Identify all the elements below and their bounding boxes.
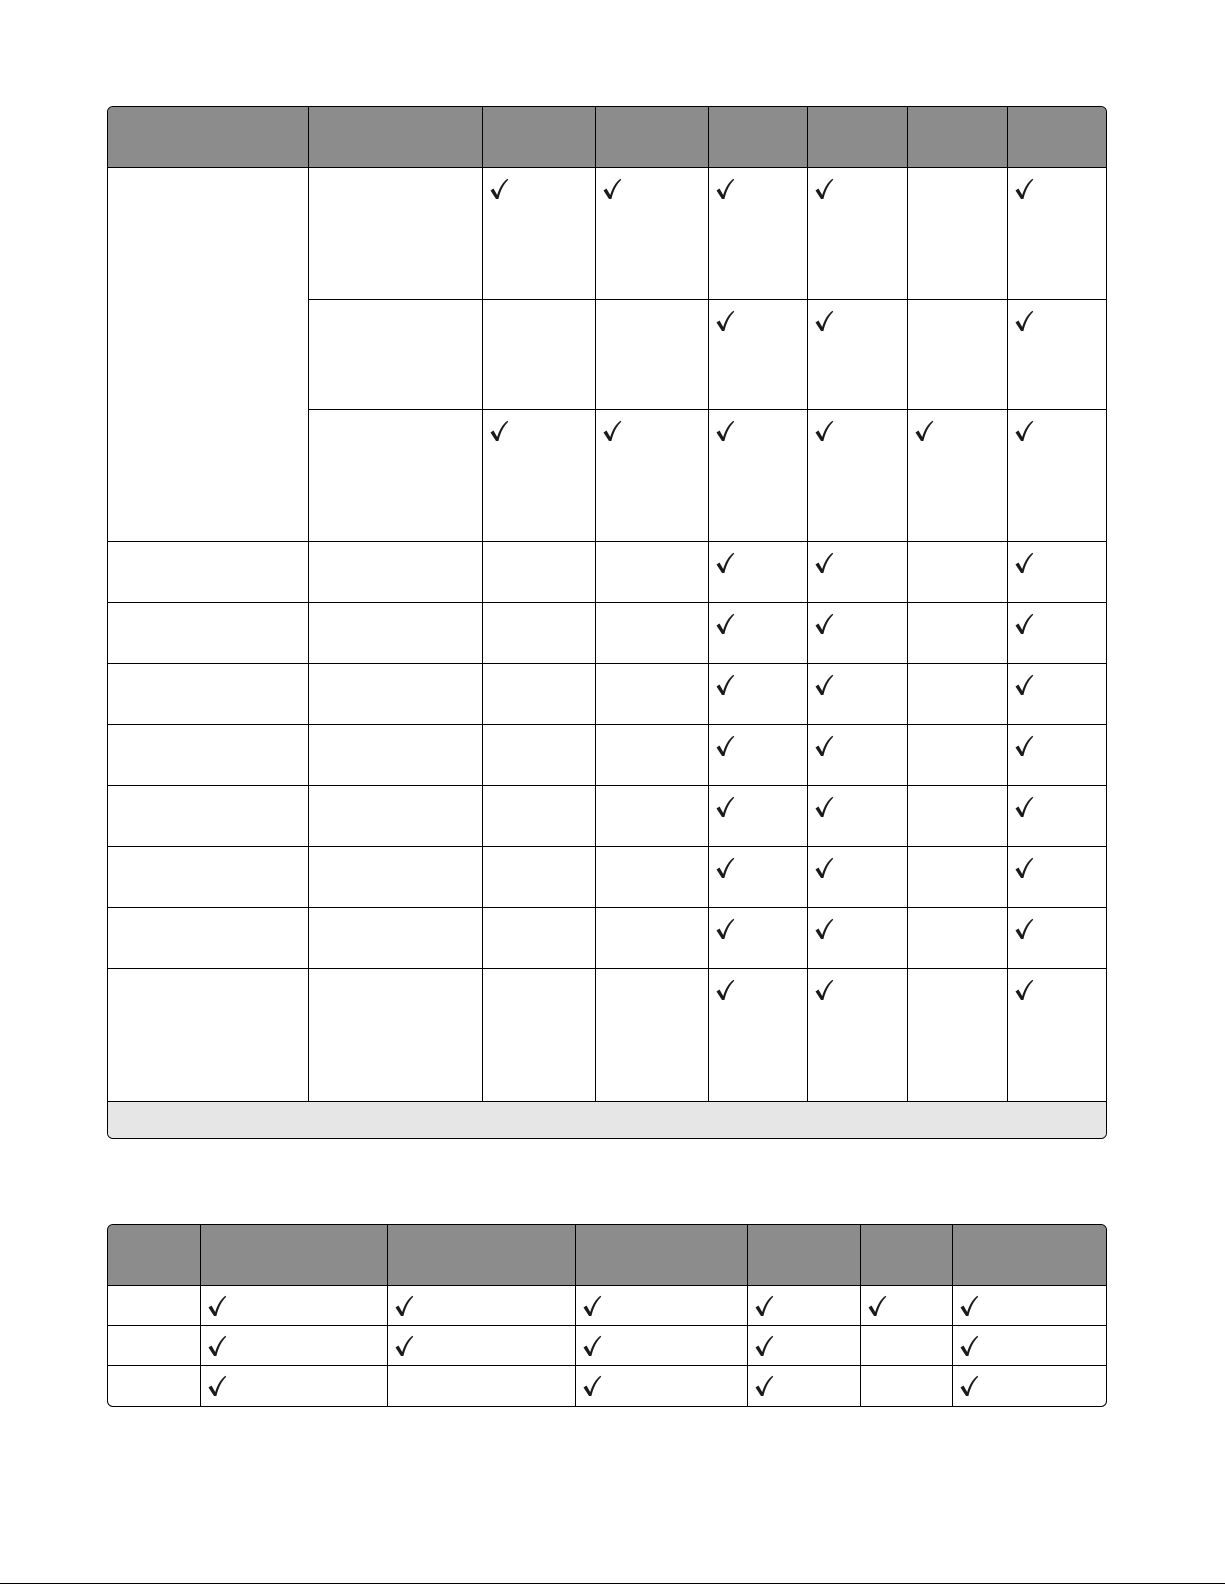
check-cell bbox=[482, 542, 595, 603]
check-cell bbox=[952, 1286, 1106, 1326]
checkmark-icon bbox=[1014, 796, 1034, 818]
checkmark-icon bbox=[1014, 674, 1034, 696]
page-bottom-rule bbox=[0, 1583, 1225, 1584]
check-cell bbox=[907, 542, 1007, 603]
check-cell bbox=[807, 664, 907, 725]
check-cell bbox=[807, 542, 907, 603]
header-cell bbox=[907, 107, 1007, 168]
check-cell bbox=[595, 300, 708, 410]
checkmark-icon bbox=[489, 178, 509, 200]
row-label-cell bbox=[108, 1326, 200, 1366]
check-cell bbox=[807, 786, 907, 847]
check-cell bbox=[807, 168, 907, 300]
check-cell bbox=[708, 410, 807, 542]
row-label-cell bbox=[108, 786, 308, 847]
checkmark-icon bbox=[715, 674, 735, 696]
check-cell bbox=[482, 725, 595, 786]
checkmark-icon bbox=[1014, 420, 1034, 442]
row-sublabel-cell bbox=[308, 725, 482, 786]
check-cell bbox=[200, 1286, 387, 1326]
row-sublabel-cell bbox=[308, 300, 482, 410]
check-cell bbox=[807, 410, 907, 542]
header-cell bbox=[575, 1225, 747, 1286]
check-cell bbox=[708, 603, 807, 664]
check-cell bbox=[807, 603, 907, 664]
checkmark-icon bbox=[814, 613, 834, 635]
check-cell bbox=[807, 908, 907, 969]
table-row bbox=[108, 1366, 1106, 1406]
row-sublabel-cell bbox=[308, 603, 482, 664]
checkmark-icon bbox=[754, 1375, 774, 1397]
checkmark-icon bbox=[814, 857, 834, 879]
check-cell bbox=[482, 664, 595, 725]
checkmark-icon bbox=[715, 178, 735, 200]
checkmark-icon bbox=[814, 674, 834, 696]
check-cell bbox=[1007, 603, 1106, 664]
checkmark-icon bbox=[1014, 552, 1034, 574]
check-cell bbox=[595, 410, 708, 542]
header-cell bbox=[747, 1225, 860, 1286]
checkmark-icon bbox=[1014, 613, 1034, 635]
table-row bbox=[108, 603, 1106, 664]
checkmark-icon bbox=[754, 1295, 774, 1317]
check-cell bbox=[807, 847, 907, 908]
check-cell bbox=[482, 969, 595, 1102]
check-cell bbox=[807, 300, 907, 410]
table-row bbox=[108, 1326, 1106, 1366]
table-row bbox=[108, 542, 1106, 603]
checkmark-icon bbox=[1014, 178, 1034, 200]
table-row bbox=[108, 847, 1106, 908]
checkmark-icon bbox=[1014, 979, 1034, 1001]
header-cell bbox=[387, 1225, 575, 1286]
header-cell bbox=[108, 1225, 200, 1286]
check-cell bbox=[387, 1366, 575, 1406]
check-cell bbox=[708, 786, 807, 847]
checkmark-icon bbox=[1014, 918, 1034, 940]
row-sublabel-cell bbox=[308, 786, 482, 847]
check-cell bbox=[907, 969, 1007, 1102]
row-label-cell bbox=[108, 1366, 200, 1406]
checkmark-icon bbox=[489, 420, 509, 442]
check-cell bbox=[595, 908, 708, 969]
check-cell bbox=[595, 542, 708, 603]
check-cell bbox=[200, 1366, 387, 1406]
checkmark-icon bbox=[814, 552, 834, 574]
checkmark-icon bbox=[715, 735, 735, 757]
checkmark-icon bbox=[602, 420, 622, 442]
check-cell bbox=[1007, 847, 1106, 908]
check-cell bbox=[708, 300, 807, 410]
checkmark-icon bbox=[914, 420, 934, 442]
check-cell bbox=[1007, 969, 1106, 1102]
check-cell bbox=[200, 1326, 387, 1366]
checkmark-icon bbox=[814, 918, 834, 940]
checkmark-icon bbox=[715, 420, 735, 442]
checkmark-icon bbox=[1014, 735, 1034, 757]
check-cell bbox=[860, 1326, 952, 1366]
check-cell bbox=[595, 847, 708, 908]
row-label-cell bbox=[108, 168, 308, 542]
header-cell bbox=[860, 1225, 952, 1286]
checkmark-icon bbox=[959, 1295, 979, 1317]
checkmark-icon bbox=[715, 918, 735, 940]
check-cell bbox=[860, 1366, 952, 1406]
check-cell bbox=[860, 1286, 952, 1326]
check-cell bbox=[595, 969, 708, 1102]
check-cell bbox=[1007, 908, 1106, 969]
check-cell bbox=[708, 969, 807, 1102]
check-cell bbox=[708, 664, 807, 725]
checkmark-icon bbox=[582, 1335, 602, 1357]
row-label-cell bbox=[108, 1286, 200, 1326]
checkmark-icon bbox=[959, 1335, 979, 1357]
check-cell bbox=[1007, 664, 1106, 725]
check-cell bbox=[907, 168, 1007, 300]
row-label-cell bbox=[108, 908, 308, 969]
check-cell bbox=[1007, 300, 1106, 410]
table-row bbox=[108, 725, 1106, 786]
check-cell bbox=[708, 542, 807, 603]
check-cell bbox=[387, 1326, 575, 1366]
check-cell bbox=[907, 908, 1007, 969]
check-cell bbox=[482, 786, 595, 847]
check-cell bbox=[482, 908, 595, 969]
check-cell bbox=[907, 300, 1007, 410]
checkmark-icon bbox=[207, 1295, 227, 1317]
table-header-row bbox=[108, 107, 1106, 168]
header-cell bbox=[708, 107, 807, 168]
checkmark-icon bbox=[715, 310, 735, 332]
row-sublabel-cell bbox=[308, 410, 482, 542]
checkmark-icon bbox=[814, 796, 834, 818]
check-cell bbox=[595, 168, 708, 300]
header-cell bbox=[200, 1225, 387, 1286]
check-cell bbox=[708, 908, 807, 969]
table-row bbox=[108, 168, 1106, 300]
row-sublabel-cell bbox=[308, 908, 482, 969]
check-cell bbox=[1007, 410, 1106, 542]
check-cell bbox=[907, 725, 1007, 786]
check-cell bbox=[482, 300, 595, 410]
check-cell bbox=[575, 1326, 747, 1366]
row-sublabel-cell bbox=[308, 542, 482, 603]
checkmark-icon bbox=[207, 1335, 227, 1357]
check-cell bbox=[807, 725, 907, 786]
row-label-cell bbox=[108, 847, 308, 908]
checkmark-icon bbox=[582, 1375, 602, 1397]
check-cell bbox=[1007, 786, 1106, 847]
checkmark-icon bbox=[715, 613, 735, 635]
check-cell bbox=[1007, 542, 1106, 603]
row-label-cell bbox=[108, 969, 308, 1102]
row-label-cell bbox=[108, 664, 308, 725]
table-row bbox=[108, 1286, 1106, 1326]
header-cell bbox=[108, 107, 308, 168]
header-cell bbox=[1007, 107, 1106, 168]
check-cell bbox=[482, 410, 595, 542]
checkmark-icon bbox=[582, 1295, 602, 1317]
table-row bbox=[108, 786, 1106, 847]
checkmark-icon bbox=[814, 735, 834, 757]
check-cell bbox=[482, 603, 595, 664]
check-cell bbox=[575, 1366, 747, 1406]
table-footer-cell bbox=[108, 1102, 1106, 1139]
check-cell bbox=[907, 410, 1007, 542]
header-cell bbox=[482, 107, 595, 168]
checkmark-icon bbox=[814, 420, 834, 442]
header-cell bbox=[595, 107, 708, 168]
check-cell bbox=[747, 1286, 860, 1326]
check-cell bbox=[1007, 168, 1106, 300]
row-sublabel-cell bbox=[308, 969, 482, 1102]
check-cell bbox=[952, 1366, 1106, 1406]
check-cell bbox=[708, 725, 807, 786]
check-cell bbox=[708, 168, 807, 300]
checkmark-icon bbox=[814, 979, 834, 1001]
check-cell bbox=[595, 725, 708, 786]
check-cell bbox=[907, 664, 1007, 725]
compatibility-table-2 bbox=[107, 1224, 1107, 1407]
check-cell bbox=[747, 1366, 860, 1406]
checkmark-icon bbox=[394, 1295, 414, 1317]
checkmark-icon bbox=[715, 552, 735, 574]
row-label-cell bbox=[108, 725, 308, 786]
row-sublabel-cell bbox=[308, 847, 482, 908]
check-cell bbox=[807, 969, 907, 1102]
checkmark-icon bbox=[394, 1335, 414, 1357]
check-cell bbox=[387, 1286, 575, 1326]
check-cell bbox=[907, 847, 1007, 908]
table-header-row bbox=[108, 1225, 1106, 1286]
checkmark-icon bbox=[715, 796, 735, 818]
header-cell bbox=[807, 107, 907, 168]
check-cell bbox=[595, 786, 708, 847]
checkmark-icon bbox=[959, 1375, 979, 1397]
header-cell bbox=[308, 107, 482, 168]
check-cell bbox=[907, 786, 1007, 847]
check-cell bbox=[952, 1326, 1106, 1366]
table-row bbox=[108, 969, 1106, 1102]
header-cell bbox=[952, 1225, 1106, 1286]
row-label-cell bbox=[108, 603, 308, 664]
check-cell bbox=[1007, 725, 1106, 786]
checkmark-icon bbox=[1014, 857, 1034, 879]
checkmark-icon bbox=[715, 979, 735, 1001]
checkmark-icon bbox=[754, 1335, 774, 1357]
check-cell bbox=[907, 603, 1007, 664]
check-cell bbox=[575, 1286, 747, 1326]
check-cell bbox=[482, 168, 595, 300]
checkmark-icon bbox=[602, 178, 622, 200]
check-cell bbox=[708, 847, 807, 908]
checkmark-icon bbox=[867, 1295, 887, 1317]
checkmark-icon bbox=[207, 1375, 227, 1397]
checkmark-icon bbox=[715, 857, 735, 879]
table-row bbox=[108, 908, 1106, 969]
row-label-cell bbox=[108, 542, 308, 603]
row-sublabel-cell bbox=[308, 664, 482, 725]
row-sublabel-cell bbox=[308, 168, 482, 300]
compatibility-table-1 bbox=[107, 106, 1107, 1139]
checkmark-icon bbox=[1014, 310, 1034, 332]
table-row bbox=[108, 664, 1106, 725]
checkmark-icon bbox=[814, 310, 834, 332]
table-footer-row bbox=[108, 1102, 1106, 1139]
checkmark-icon bbox=[814, 178, 834, 200]
check-cell bbox=[482, 847, 595, 908]
check-cell bbox=[747, 1326, 860, 1366]
check-cell bbox=[595, 603, 708, 664]
check-cell bbox=[595, 664, 708, 725]
